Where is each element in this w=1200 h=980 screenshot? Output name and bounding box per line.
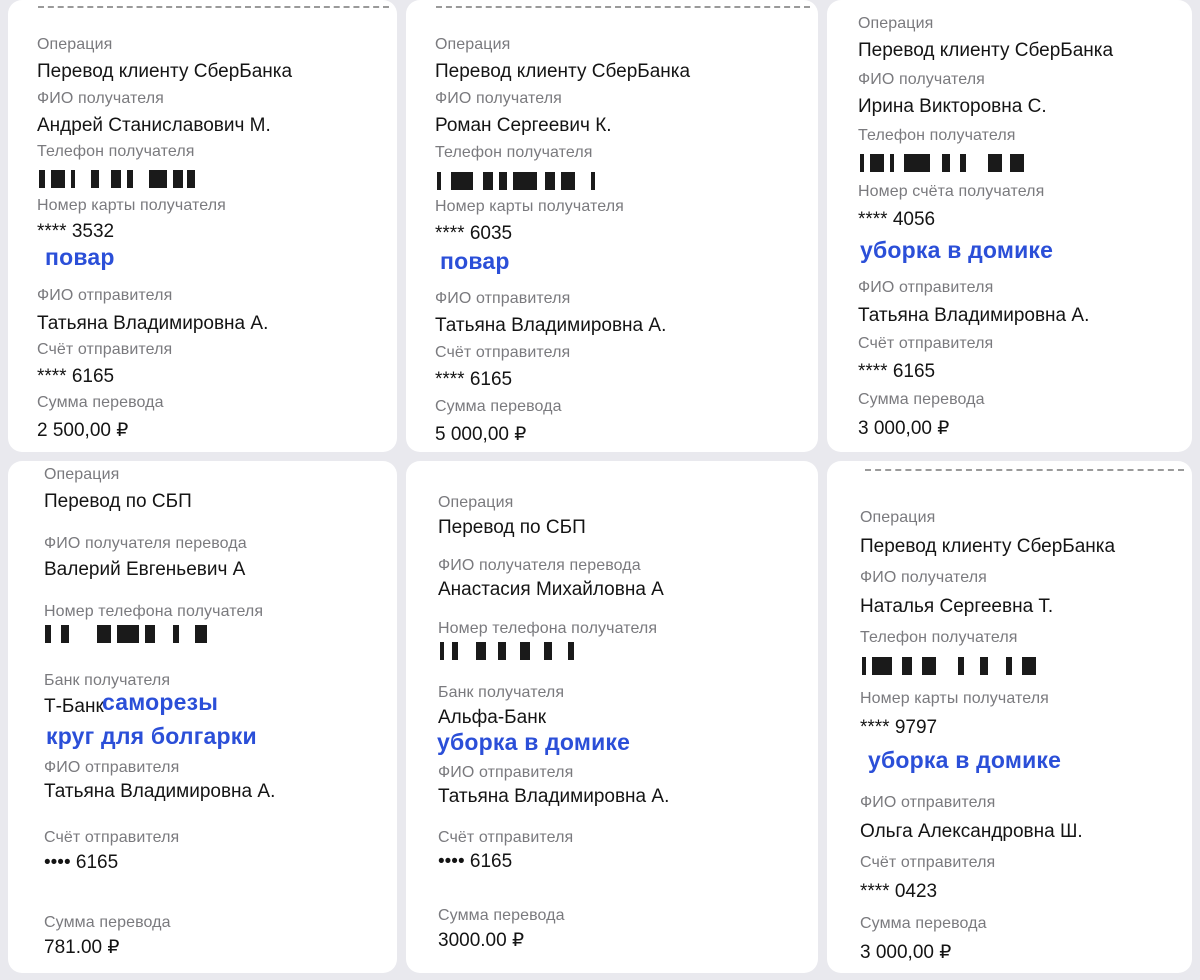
phone-label: Номер телефона получателя — [438, 620, 658, 637]
operation-label: Операция — [435, 36, 511, 53]
handwritten-note: повар — [440, 248, 510, 274]
card-label: Номер карты получателя — [435, 198, 624, 215]
handwritten-note: саморезы — [102, 689, 219, 715]
receipt-card — [8, 461, 397, 973]
handwritten-note: уборка в домике — [437, 729, 631, 755]
bank-label: Банк получателя — [438, 684, 565, 701]
sender-value: Татьяна Владимировна А. — [37, 313, 269, 334]
operation-label: Операция — [37, 36, 113, 53]
receipt-card — [827, 0, 1192, 452]
operation-value: Перевод по СБП — [438, 517, 586, 538]
bank-value: Альфа-Банк — [438, 707, 547, 728]
amount-value: 3 000,00 ₽ — [860, 942, 952, 963]
operation-value: Перевод клиенту СберБанка — [860, 536, 1116, 557]
amount-value: 2 500,00 ₽ — [37, 420, 129, 441]
operation-value: Перевод по СБП — [44, 491, 192, 512]
account-value: **** 6165 — [858, 361, 936, 382]
operation-label: Операция — [858, 15, 934, 32]
operation-label: Операция — [44, 466, 120, 483]
operation-value: Перевод клиенту СберБанка — [435, 61, 691, 82]
recipient-value: Андрей Станиславович М. — [37, 115, 271, 136]
receipt-tear-line — [865, 469, 1184, 471]
amount-label: Сумма перевода — [858, 391, 985, 408]
sender-label: ФИО отправителя — [37, 287, 173, 304]
account-value: **** 0423 — [860, 881, 938, 902]
card-value: **** 4056 — [858, 209, 936, 230]
card-value: **** 9797 — [860, 717, 938, 738]
account-label: Счёт отправителя — [860, 854, 996, 871]
redacted-phone-icon — [860, 154, 1030, 172]
redacted-phone-icon — [437, 172, 597, 190]
operation-label: Операция — [860, 509, 936, 526]
handwritten-note: уборка в домике — [868, 747, 1062, 773]
receipt-card — [827, 461, 1192, 973]
amount-value: 3000.00 ₽ — [438, 930, 525, 951]
phone-label: Телефон получателя — [37, 143, 195, 160]
sender-label: ФИО отправителя — [438, 764, 574, 781]
recipient-value: Ирина Викторовна С. — [858, 96, 1047, 117]
recipient-label: ФИО получателя перевода — [438, 557, 641, 574]
account-value: **** 6165 — [37, 366, 115, 387]
card-label: Номер карты получателя — [860, 690, 1049, 707]
operation-value: Перевод клиенту СберБанка — [37, 61, 293, 82]
handwritten-note: повар — [45, 244, 115, 270]
receipt-card — [406, 0, 818, 452]
recipient-label: ФИО получателя перевода — [44, 535, 247, 552]
operation-value: Перевод клиенту СберБанка — [858, 40, 1114, 61]
receipt-tear-line — [436, 6, 810, 8]
receipt-card — [8, 0, 397, 452]
account-label: Счёт отправителя — [858, 335, 994, 352]
recipient-label: ФИО получателя — [435, 90, 562, 107]
amount-value: 781.00 ₽ — [44, 937, 120, 958]
receipt-tear-line — [38, 6, 389, 8]
recipient-value: Анастасия Михайловна А — [438, 579, 664, 600]
card-value: **** 6035 — [435, 223, 513, 244]
recipient-label: ФИО получателя — [37, 90, 164, 107]
amount-label: Сумма перевода — [44, 914, 171, 931]
sender-label: ФИО отправителя — [860, 794, 996, 811]
recipient-value: Валерий Евгеньевич А — [44, 559, 246, 580]
redacted-phone-icon — [39, 170, 199, 188]
bank-label: Банк получателя — [44, 672, 171, 689]
amount-label: Сумма перевода — [438, 907, 565, 924]
sender-value: Татьяна Владимировна А. — [435, 315, 667, 336]
account-label: Счёт отправителя — [44, 829, 180, 846]
redacted-phone-icon — [862, 657, 1042, 675]
sender-value: Татьяна Владимировна А. — [858, 305, 1090, 326]
amount-label: Сумма перевода — [37, 394, 164, 411]
recipient-label: ФИО получателя — [860, 569, 987, 586]
account-value: •••• 6165 — [44, 852, 119, 873]
card-label: Номер карты получателя — [37, 197, 226, 214]
amount-value: 5 000,00 ₽ — [435, 424, 527, 445]
account-value: •••• 6165 — [438, 851, 513, 872]
card-value: **** 3532 — [37, 221, 115, 242]
phone-label: Номер телефона получателя — [44, 603, 264, 620]
card-label: Номер счёта получателя — [858, 183, 1045, 200]
phone-label: Телефон получателя — [858, 127, 1016, 144]
amount-label: Сумма перевода — [435, 398, 562, 415]
bank-value: Т-Банк — [44, 696, 104, 717]
amount-value: 3 000,00 ₽ — [858, 418, 950, 439]
account-label: Счёт отправителя — [438, 829, 574, 846]
receipt-card — [406, 461, 818, 973]
handwritten-note: круг для болгарки — [46, 723, 257, 749]
sender-value: Татьяна Владимировна А. — [44, 781, 276, 802]
account-value: **** 6165 — [435, 369, 513, 390]
account-label: Счёт отправителя — [435, 344, 571, 361]
redacted-phone-icon — [440, 642, 590, 660]
sender-label: ФИО отправителя — [435, 290, 571, 307]
account-label: Счёт отправителя — [37, 341, 173, 358]
sender-label: ФИО отправителя — [44, 759, 180, 776]
operation-label: Операция — [438, 494, 514, 511]
redacted-phone-icon — [45, 625, 215, 643]
sender-value: Татьяна Владимировна А. — [438, 786, 670, 807]
amount-label: Сумма перевода — [860, 915, 987, 932]
sender-label: ФИО отправителя — [858, 279, 994, 296]
phone-label: Телефон получателя — [435, 144, 593, 161]
recipient-value: Роман Сергеевич К. — [435, 115, 612, 136]
sender-value: Ольга Александровна Ш. — [860, 821, 1083, 842]
phone-label: Телефон получателя — [860, 629, 1018, 646]
handwritten-note: уборка в домике — [860, 237, 1054, 263]
recipient-label: ФИО получателя — [858, 71, 985, 88]
recipient-value: Наталья Сергеевна Т. — [860, 596, 1054, 617]
